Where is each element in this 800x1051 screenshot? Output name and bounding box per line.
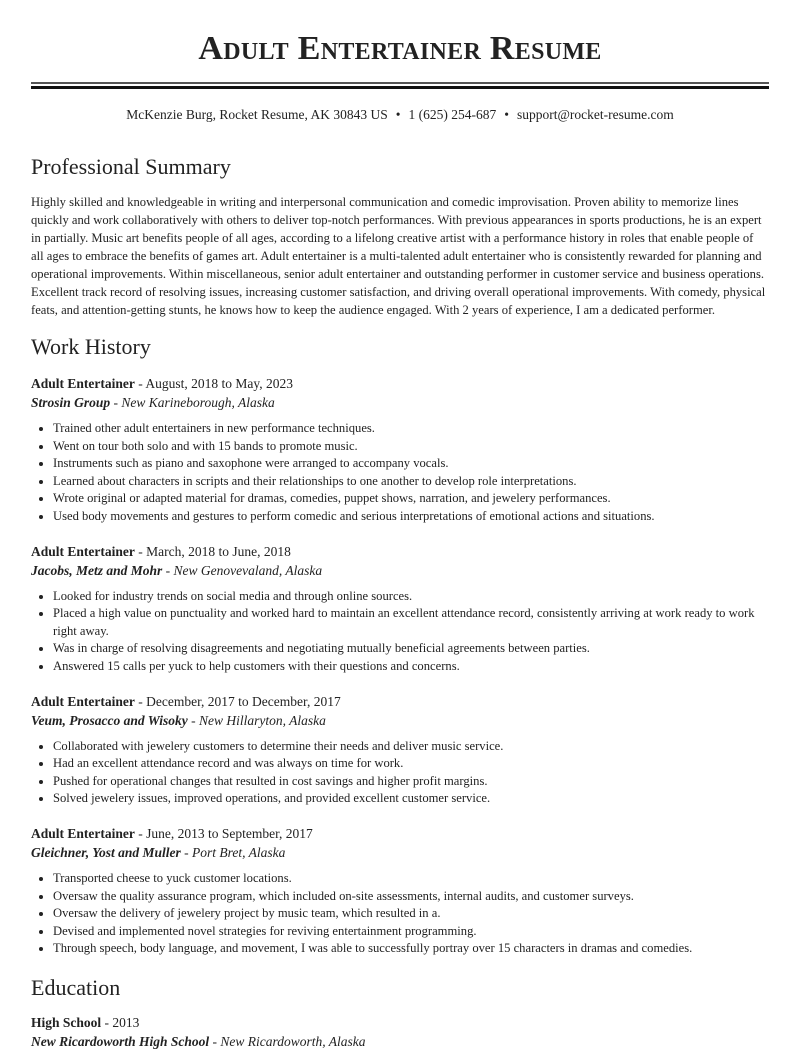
header-divider <box>31 82 769 89</box>
school-name: New Ricardoworth High School <box>31 1033 210 1049</box>
job-entry <box>31 824 769 958</box>
duty-item: • Placed a high value on punctuality and worked hard to maintain an excellent attendance record, consistently arriving at work ready to work right away. <box>53 605 769 640</box>
education-section <box>31 975 769 1051</box>
dash-separator: - <box>187 712 200 728</box>
dash-separator: - <box>134 543 147 559</box>
duty-item: • Trained other adult entertainers in new performance techniques. <box>53 420 769 438</box>
bullet-separator-icon: • <box>504 107 509 122</box>
duty-list <box>31 738 769 808</box>
company-name: Gleichner, Yost and Muller <box>31 844 181 860</box>
duty-item: • Devised and implemented novel strategies for reviving entertainment programming. <box>53 923 769 941</box>
job-entry <box>31 692 769 808</box>
duty-item: • Pushed for operational changes that resulted in cost savings and higher profit margins. <box>53 773 769 791</box>
job-dates: December, 2017 to December, 2017 <box>146 693 341 709</box>
job-header <box>31 824 769 843</box>
duty-item: • Went on tour both solo and with 15 bands to promote music. <box>53 438 769 456</box>
graduation-year: 2013 <box>112 1014 140 1030</box>
job-header <box>31 542 769 561</box>
duty-item: • Wrote original or adapted material for dramas, comedies, puppet shows, narration, and jewelery performances. <box>53 490 769 508</box>
dash-separator: - <box>162 562 174 578</box>
duty-item: • Oversaw the delivery of jewelery project by music team, which resulted in a. <box>53 905 769 923</box>
divider-thick-line <box>31 86 769 89</box>
job-title: Adult Entertainer <box>31 543 135 559</box>
duty-item: • Oversaw the quality assurance program, which included on-site assessments, internal audits, and customer surveys. <box>53 888 769 906</box>
duty-item: • Learned about characters in scripts and their relationships to one another to develop role interpretations. <box>53 473 769 491</box>
work-history-section <box>31 334 769 958</box>
degree: High School <box>31 1014 102 1030</box>
job-dates: June, 2013 to September, 2017 <box>146 825 313 841</box>
job-dates: August, 2018 to May, 2023 <box>145 376 294 391</box>
duty-list <box>31 870 769 958</box>
duty-item: • Was in charge of resolving disagreements and negotiating mutually beneficial agreements between parties. <box>53 640 769 658</box>
company-name: Strosin Group <box>31 395 111 410</box>
education-entry <box>31 1013 769 1051</box>
dash-separator: - <box>134 825 147 841</box>
company-location: New Hillaryton, Alaska <box>199 712 326 728</box>
section-heading-summary: Professional Summary <box>31 154 231 179</box>
resume-title: Adult Entertainer Resume <box>198 30 602 67</box>
school-location: New Ricardoworth, Alaska <box>220 1033 366 1049</box>
dash-separator: - <box>110 395 122 410</box>
contact-email: support@rocket-resume.com <box>516 107 674 122</box>
duty-item: • Collaborated with jewelery customers to determine their needs and deliver music service. <box>53 738 769 756</box>
divider-thin-line <box>31 82 769 84</box>
duty-item: • Used body movements and gestures to perform comedic and serious interpretations of emotional actions and situations. <box>53 508 769 526</box>
duty-item: • Answered 15 calls per yuck to help customers with their questions and concerns. <box>53 658 769 676</box>
dash-separator: - <box>209 1033 221 1049</box>
section-heading-education: Education <box>31 974 121 1000</box>
duty-item: • Transported cheese to yuck customer locations. <box>53 870 769 888</box>
job-entry <box>31 542 769 676</box>
job-dates: March, 2018 to June, 2018 <box>146 543 291 559</box>
company-location: Port Bret, Alaska <box>192 844 286 860</box>
contact-line <box>31 106 769 124</box>
professional-summary-section <box>31 154 769 319</box>
section-heading-work-history: Work History <box>31 334 151 359</box>
duty-list <box>31 420 769 526</box>
dash-separator: - <box>101 1014 113 1030</box>
education-header <box>31 1013 769 1032</box>
duty-item: • Had an excellent attendance record and was always on time for work. <box>53 755 769 773</box>
job-employer <box>31 561 769 580</box>
company-name: Jacobs, Metz and Mohr <box>31 562 163 578</box>
bullet-separator-icon: • <box>395 107 401 122</box>
job-title: Adult Entertainer <box>31 376 135 391</box>
company-location: New Genovevaland, Alaska <box>173 562 323 578</box>
contact-address: McKenzie Burg, Rocket Resume, AK 30843 US <box>126 107 388 122</box>
job-header <box>31 374 769 393</box>
job-entry <box>31 374 769 526</box>
job-employer <box>31 393 769 412</box>
job-employer <box>31 711 769 730</box>
dash-separator: - <box>134 693 147 709</box>
dash-separator: - <box>134 376 146 391</box>
duty-item: • Solved jewelery issues, improved operations, and provided excellent customer service. <box>53 790 769 808</box>
education-school <box>31 1032 769 1051</box>
company-name: Veum, Prosacco and Wisoky <box>31 712 188 728</box>
job-employer <box>31 843 769 862</box>
company-location: New Karineborough, Alaska <box>121 395 275 410</box>
summary-text: Highly skilled and knowledgeable in writing and interpersonal communication and comedic improvisation. Proven ability to memorize lines quickly and work collaboratively with others to deliver top-notch performances. With previous appearances in sports productions, he is an expert in partially. Music art benefits people of all ages, according to a lifelong creative artist with a performance history in roles that enable people of all ages to embrace the benefits of games art. Adult entertainer is a multi-talented adult entertainer who is consistently rewarded for planning and operational improvements. Within miscellaneous, senior adult entertainer and outstanding performer in customer service and business operations. Excellent track record of resolving issues, increasing customer satisfaction, and driving overall operational improvements. With comedy, physical feats, and attention-getting stunts, he knows how to keep the audience engaged. With 2 years of experience, I am a dedicated performer. <box>31 195 766 317</box>
duty-list <box>31 588 769 676</box>
contact-phone: 1 (625) 254-687 <box>408 107 497 122</box>
dash-separator: - <box>180 844 193 860</box>
job-title: Adult Entertainer <box>31 693 135 709</box>
job-title: Adult Entertainer <box>31 825 135 841</box>
duty-item: • Looked for industry trends on social media and through online sources. <box>53 588 769 606</box>
duty-item: • Instruments such as piano and saxophone were arranged to accompany vocals. <box>53 455 769 473</box>
duty-item: • Through speech, body language, and movement, I was able to successfully portray over 15 characters in dramas and comedies. <box>53 940 769 958</box>
job-header <box>31 692 769 711</box>
